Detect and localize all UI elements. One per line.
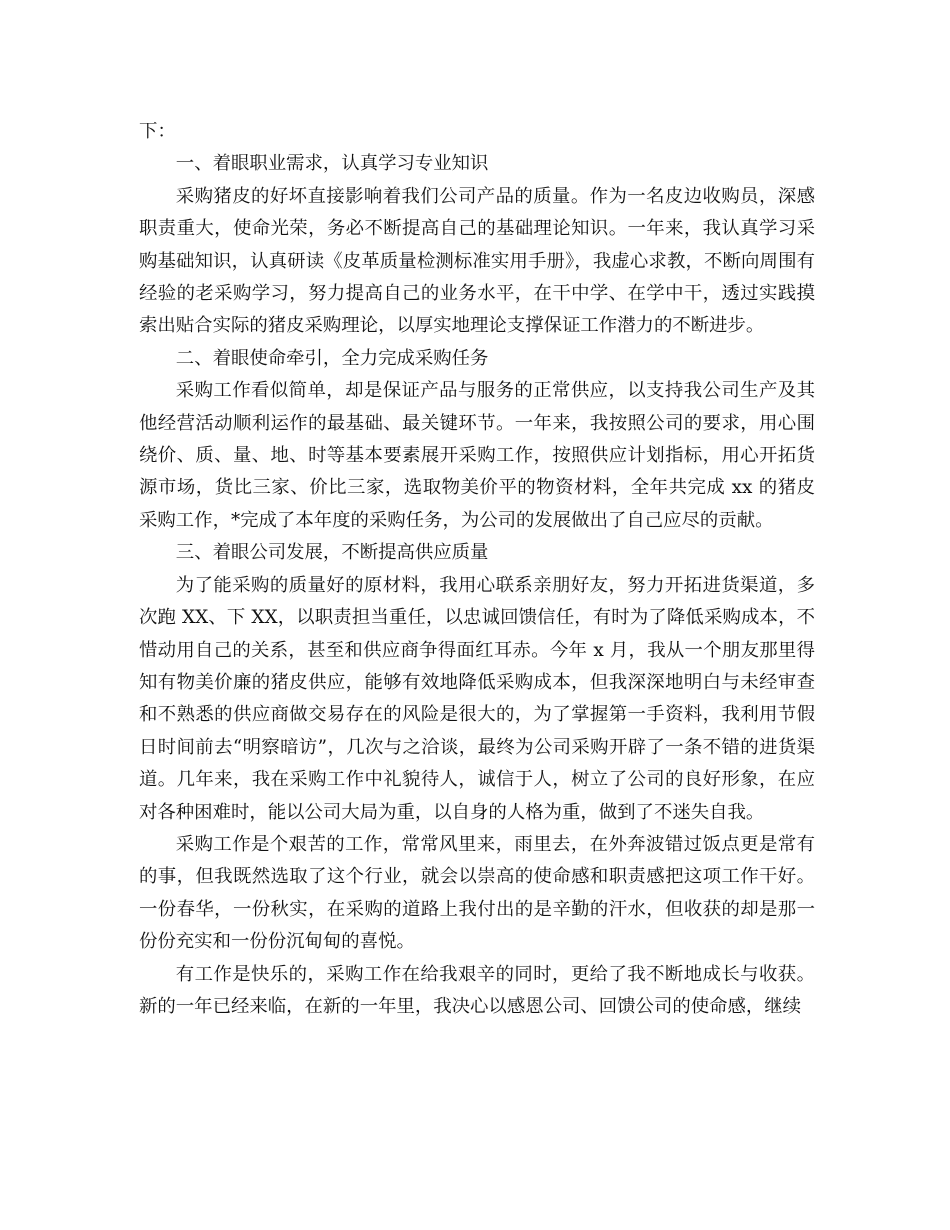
- section-heading-1: 一、着眼职业需求，认真学习专业知识: [175, 153, 489, 175]
- section-heading-2: 二、着眼使命牵引，全力完成采购任务: [175, 347, 489, 369]
- paragraph-continuation: 下：: [139, 121, 176, 142]
- paragraph-outlook: 有工作是快乐的，采购工作在给我艰辛的同时，更给了我不断地成长与收获。新的一年已经来临，在新的一年里，我决心以感恩公司、回馈公司的使命感，继续: [139, 963, 815, 1017]
- paragraph-supply-quality: 为了能采购的质量好的原材料，我用心联系亲朋好友，努力开拓进货渠道，多次跑 XX、下 XX，以职责担当重任，以忠诚回馈信任，有时为了降低采购成本，不惜动用自己的关系，甚至和供应商争得面红耳赤。今年 x 月，我从一个朋友那里得知有物美价廉的猪皮供应，能够有效地降低采购成本，但我深深地明白与未经审查和不熟悉的供应商做交易存在的风险是很大的，为了掌握第一手资料，我利用节假日时间前去“明察暗访”，几次与之洽谈，最终为公司采购开辟了一条不错的进货渠道。几年来，我在采购工作中礼貌待人，诚信于人，树立了公司的良好形象，在应对各种困难时，能以公司大局为重，以自身的人格为重，做到了不迷失自我。: [139, 574, 815, 823]
- paragraph-study: 采购猪皮的好坏直接影响着我们公司产品的质量。作为一名皮边收购员，深感职责重大，使命光荣，务必不断提高自己的基础理论知识。一年来，我认真学习采购基础知识，认真研读《皮革质量检测标准实用手册》，我虚心求教，不断向周围有经验的老采购学习，努力提高自己的业务水平，在干中学、在学中干，透过实践摸索出贴合实际的猪皮采购理论，以厚实地理论支撑保证工作潜力的不断进步。: [139, 185, 815, 337]
- paragraph-tasks: 采购工作看似简单，却是保证产品与服务的正常供应，以支持我公司生产及其他经营活动顺利运作的最基础、最关键环节。一年来，我按照公司的要求，用心围绕价、质、量、地、时等基本要素展开采购工作，按照供应计划指标，用心开拓货源市场，货比三家、价比三家，选取物美价平的物资材料，全年共完成 xx 的猪皮采购工作，*完成了本年度的采购任务，为公司的发展做出了自己应尽的贡献。: [139, 380, 815, 531]
- document-body: [139, 116, 815, 1023]
- section-heading-3: 三、着眼公司发展，不断提高供应质量: [175, 542, 489, 564]
- paragraph-hardship: 采购工作是个艰苦的工作，常常风里来，雨里去，在外奔波错过饭点更是常有的事，但我既然选取了这个行业，就会以崇高的使命感和职责感把这项工作干好。一份春华，一份秋实，在采购的道路上我付出的是辛勤的汗水，但收获的却是那一份份充实和一份份沉甸甸的喜悦。: [139, 833, 815, 953]
